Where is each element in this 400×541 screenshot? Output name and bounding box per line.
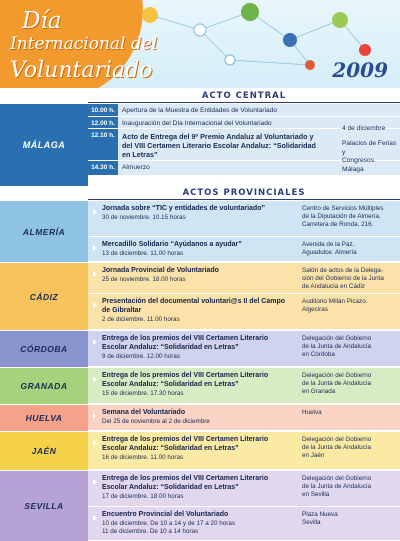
province-label-granada: GRANADA	[0, 368, 88, 404]
province-block-cadiz	[0, 263, 400, 330]
event-title: Presentación del documental voluntari@s II del Campo de Gibraltar	[102, 298, 286, 314]
event-row	[88, 507, 400, 541]
province-label-jaen: JAÉN	[0, 432, 88, 470]
event-title: Encuentro Provincial del Voluntariado	[102, 511, 229, 518]
acto-time: 14.30 h.	[88, 161, 118, 175]
node-icon	[332, 12, 348, 28]
event-date: 30 de noviembre. 10.15 horas	[102, 213, 186, 221]
event-row	[88, 405, 400, 431]
event-details	[88, 405, 296, 429]
acto-time: 12.10 h.	[88, 129, 118, 160]
event-row	[88, 368, 400, 404]
venue-line: Salón de actos de la Delega-	[302, 267, 383, 274]
node-icon	[225, 55, 235, 65]
event-venue	[302, 205, 398, 230]
province-label-cordoba: CÓRDOBA	[0, 331, 88, 367]
event-details	[88, 294, 296, 327]
province-block-cordoba	[0, 331, 400, 367]
event-details	[88, 237, 296, 261]
event-venue	[302, 241, 398, 257]
acto-time: 10.00 h.	[88, 104, 118, 116]
event-details	[88, 201, 296, 225]
province-label-almeria: ALMERÍA	[0, 201, 88, 262]
event-details	[88, 263, 296, 287]
event-row	[88, 294, 400, 330]
title-line-2: Internacional del	[10, 34, 158, 54]
acto-description: Almuerzo	[122, 164, 150, 171]
event-date: 10 de diciembre. De 10 a 14 y de 17 a 20 horas	[102, 519, 236, 527]
node-icon	[194, 24, 206, 36]
event-date: 13 de diciembre. 11.00 horas	[102, 249, 184, 257]
event-title: Entrega de los premios del VIII Certamen Literario Escolar Andaluz: “Solidaridad en Letras”	[102, 475, 269, 491]
event-venue	[302, 267, 398, 292]
acto-description: Apertura de la Muestra de Entidades de Voluntariado	[122, 107, 278, 114]
venue-line: Delegación del Gobierno	[302, 475, 372, 482]
venue-line: Carretera de Ronda, 216.	[302, 221, 374, 229]
node-icon	[359, 44, 371, 56]
event-date: 15 de diciembre. 17.30 horas	[102, 389, 184, 397]
event-row	[88, 263, 400, 294]
venue-line: Delegación del Gobierno	[302, 372, 372, 379]
venue-line: Plaza Nueva	[302, 511, 338, 518]
event-date: Del 25 de noviembre al 2 de diciembre	[102, 417, 210, 425]
province-label-huelva: HUELVA	[0, 405, 88, 431]
venue-line: de Andalucía en Cádiz	[302, 283, 366, 291]
acto-central-date: 4 de diciembre	[342, 125, 386, 132]
event-title: Mercadillo Solidario “Ayúdanos a ayudar”	[102, 241, 242, 248]
year-label: 2009	[332, 58, 388, 82]
venue-line: Congresos.	[342, 157, 376, 165]
event-date: 11 de diciembre. De 10 a 14 horas	[102, 527, 199, 535]
acto-central-schedule	[88, 104, 400, 176]
venue-line: ción del Gobierno de la Junta	[302, 275, 384, 283]
venue-line: en Córdoba	[302, 351, 335, 359]
province-block-sevilla	[0, 471, 400, 541]
event-date: 17 de diciembre. 18.00 horas	[102, 492, 184, 500]
province-label-malaga: MÁLAGA	[0, 104, 88, 186]
acto-description: Inauguración del Día Internacional del Voluntariado	[122, 120, 272, 127]
acto-central-row	[88, 104, 400, 117]
event-details	[88, 471, 296, 504]
event-row	[88, 331, 400, 367]
event-details	[88, 331, 296, 364]
venue-line: de la Junta de Andalucía	[302, 444, 371, 452]
event-row	[88, 237, 400, 262]
event-venue	[302, 409, 398, 417]
event-details	[88, 368, 296, 401]
venue-line: Aguadulce. Almería	[302, 249, 357, 257]
venue-line: de la Junta de Andalucía	[302, 343, 371, 351]
province-label-sevilla: SEVILLA	[0, 471, 88, 541]
venue-line: en Jaén	[302, 452, 325, 460]
event-title: Jornada Provincial de Voluntariado	[102, 267, 219, 274]
venue-line: Delegación del Gobierno	[302, 436, 372, 443]
province-block-almeria	[0, 201, 400, 262]
event-venue	[302, 298, 398, 314]
venue-line: Palacios de Ferias y	[342, 140, 397, 156]
event-details	[88, 432, 296, 465]
header-banner	[0, 0, 400, 88]
venue-line: Auditorio Millán Picazo.	[302, 298, 368, 305]
venue-line: de la Diputación de Almería.	[302, 213, 381, 221]
event-date: 25 de noviembre. 18.00 horas	[102, 275, 186, 283]
acto-description: Acto de Entrega del 9º Premio Andaluz al Voluntariado y del VIII Certamen Literario Escolar Andaluz: “Solidaridad en Letras”	[122, 132, 316, 159]
event-date: 16 de diciembre. 11.00 horas	[102, 453, 184, 461]
venue-line: Avenida de la Paz.	[302, 241, 355, 248]
venue-line: Sevilla	[302, 519, 321, 527]
title-line-1: Día	[22, 8, 62, 34]
venue-line: Málaga	[342, 165, 364, 173]
event-date: 2 de diciembre. 11.00 horas	[102, 315, 180, 323]
acto-central-heading: ACTO CENTRAL	[88, 91, 400, 103]
event-row	[88, 471, 400, 507]
node-icon	[142, 7, 158, 23]
event-venue	[302, 372, 398, 397]
event-title: Entrega de los premios del VIII Certamen Literario Escolar Andaluz: “Solidaridad en Letras”	[102, 436, 269, 452]
title-line-3: Voluntariado	[10, 58, 153, 83]
venue-line: en Sevilla	[302, 491, 330, 499]
event-title: Jornada sobre “TIC y entidades de voluntariado”	[102, 205, 265, 212]
province-block-jaen	[0, 432, 400, 470]
node-icon	[283, 33, 297, 47]
venue-line: Algeciras	[302, 306, 328, 314]
event-title: Entrega de los premios del VIII Certamen Literario Escolar Andaluz: “Solidaridad en Letras”	[102, 335, 269, 351]
event-details	[88, 507, 296, 539]
node-icon	[241, 3, 259, 21]
event-date: 9 de diciembre. 12.00 horas	[102, 352, 181, 360]
actos-provinciales-heading: ACTOS PROVINCIALES	[88, 188, 400, 200]
event-venue	[302, 436, 398, 461]
venue-line: de la Junta de Andalucía	[302, 483, 371, 491]
acto-central-venue	[342, 140, 400, 174]
venue-line: de la Junta de Andalucía	[302, 380, 371, 388]
event-title: Semana del Voluntariado	[102, 409, 186, 416]
province-label-cadiz: CÁDIZ	[0, 263, 88, 330]
province-block-huelva	[0, 405, 400, 431]
province-block-granada	[0, 368, 400, 404]
venue-line: en Granada	[302, 388, 336, 396]
venue-line: Centro de Servicios Múltiples	[302, 205, 384, 212]
event-venue	[302, 475, 398, 500]
event-row	[88, 201, 400, 237]
event-venue	[302, 335, 398, 360]
event-venue	[302, 511, 398, 527]
acto-time: 12.00 h.	[88, 117, 118, 128]
venue-line: Delegación del Gobierno	[302, 335, 372, 342]
event-title: Entrega de los premios del VIII Certamen Literario Escolar Andaluz: “Solidaridad en Letras”	[102, 372, 269, 388]
node-icon	[305, 60, 315, 70]
event-row	[88, 432, 400, 470]
venue-line: Huelva	[302, 409, 322, 416]
